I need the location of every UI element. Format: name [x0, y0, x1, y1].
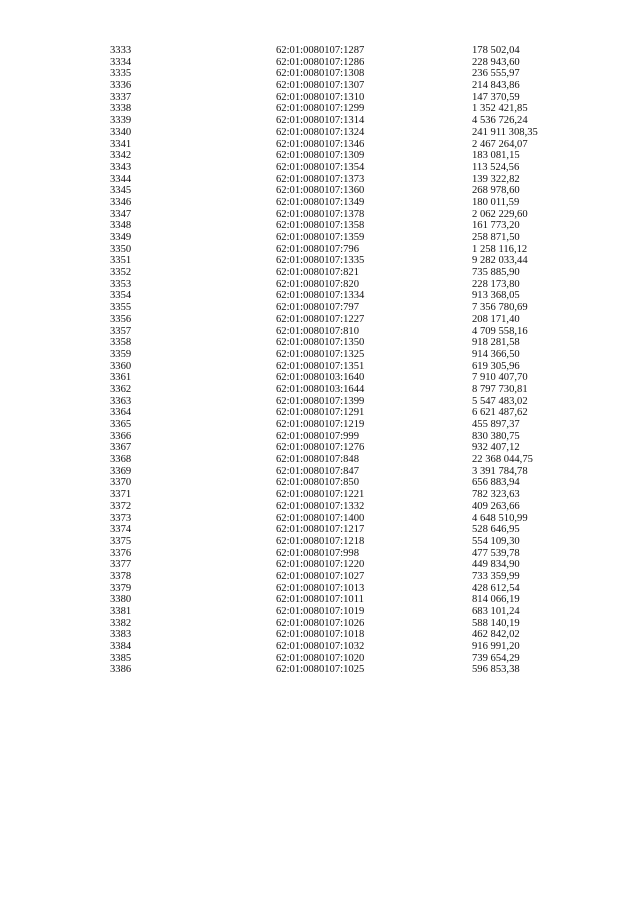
cadastral-value: 554 109,30 [472, 535, 520, 547]
cadastral-number: 62:01:0080107:1219 [276, 419, 365, 430]
table-row [0, 477, 640, 489]
table-row [0, 384, 640, 396]
cadastral-value: 22 368 044,75 [472, 454, 533, 466]
cadastral-value: 4 648 510,99 [472, 512, 528, 524]
row-number: 3334 [110, 56, 132, 68]
row-number: 3347 [110, 208, 132, 220]
cadastral-number: 62:01:0080107:1221 [276, 489, 365, 501]
cadastral-number: 62:01:0080107:1324 [276, 126, 365, 138]
cadastral-number: 62:01:0080107:1217 [276, 524, 365, 536]
row-number: 3341 [110, 138, 132, 150]
cadastral-value: 449 834,90 [472, 559, 520, 571]
table-row [0, 559, 640, 571]
table-row [0, 45, 640, 57]
row-number: 3371 [110, 489, 132, 501]
cadastral-value: 113 524,56 [472, 161, 520, 173]
row-number: 3355 [110, 302, 132, 314]
cadastral-number: 62:01:0080107:820 [276, 278, 359, 290]
cadastral-value: 528 646,95 [472, 524, 520, 536]
cadastral-value: 3 391 784,78 [472, 465, 528, 477]
cadastral-value: 914 366,50 [472, 348, 520, 360]
table-row [0, 466, 640, 478]
row-number: 3378 [110, 570, 132, 582]
table-row [0, 162, 640, 174]
row-number: 3373 [110, 512, 132, 524]
cadastral-value: 228 173,80 [472, 278, 520, 290]
row-number: 3366 [110, 430, 132, 442]
row-number: 3340 [110, 126, 132, 138]
row-number: 3350 [110, 243, 132, 255]
cadastral-value: 1 258 116,12 [472, 243, 528, 255]
cadastral-value: 596 853,38 [472, 664, 520, 676]
table-row [0, 431, 640, 443]
row-number: 3364 [110, 407, 132, 419]
cadastral-value: 2 062 229,60 [472, 208, 528, 220]
cadastral-number: 62:01:0080107:1276 [276, 442, 365, 454]
cadastral-number: 62:01:0080107:1286 [276, 56, 365, 68]
table-row [0, 349, 640, 361]
table-row [0, 68, 640, 80]
table-row [0, 653, 640, 665]
cadastral-value: 735 885,90 [472, 267, 520, 279]
cadastral-number: 62:01:0080107:1032 [276, 641, 365, 653]
row-number: 3370 [110, 477, 132, 489]
row-number: 3368 [110, 454, 132, 466]
row-number: 3337 [110, 91, 132, 103]
cadastral-value: 683 101,24 [472, 606, 520, 617]
cadastral-value: 161 773,20 [472, 220, 520, 232]
cadastral-value: 588 140,19 [472, 617, 520, 629]
row-number: 3374 [110, 524, 132, 536]
cadastral-value: 4 709 558,16 [472, 325, 528, 337]
row-number: 3365 [110, 419, 132, 430]
row-number: 3379 [110, 582, 132, 594]
row-number: 3335 [110, 68, 132, 80]
cadastral-value: 739 654,29 [472, 652, 520, 664]
table-row [0, 489, 640, 501]
row-number: 3372 [110, 500, 132, 512]
row-number: 3380 [110, 594, 132, 606]
cadastral-number: 62:01:0080107:1310 [276, 91, 365, 103]
row-number: 3353 [110, 278, 132, 290]
cadastral-number: 62:01:0080107:1309 [276, 150, 365, 162]
cadastral-number: 62:01:0080107:1299 [276, 103, 365, 115]
cadastral-number: 62:01:0080107:1351 [276, 360, 365, 372]
table-row [0, 244, 640, 256]
row-number: 3363 [110, 395, 132, 407]
cadastral-number: 62:01:0080107:1019 [276, 606, 365, 617]
cadastral-number: 62:01:0080107:1334 [276, 290, 365, 302]
table-row [0, 139, 640, 151]
row-number: 3343 [110, 161, 132, 173]
cadastral-value: 918 281,58 [472, 337, 520, 349]
row-number: 3349 [110, 232, 132, 243]
cadastral-value-table [0, 45, 640, 676]
cadastral-value: 241 911 308,35 [472, 126, 538, 138]
cadastral-value: 228 943,60 [472, 56, 520, 68]
cadastral-value: 7 356 780,69 [472, 302, 528, 314]
table-row [0, 407, 640, 419]
cadastral-number: 62:01:0080107:1400 [276, 512, 365, 524]
row-number: 3375 [110, 535, 132, 547]
cadastral-number: 62:01:0080107:1287 [276, 45, 365, 56]
cadastral-number: 62:01:0080107:1349 [276, 196, 365, 208]
table-row [0, 220, 640, 232]
table-row [0, 57, 640, 69]
row-number: 3361 [110, 372, 132, 384]
cadastral-number: 62:01:0080107:1218 [276, 535, 365, 547]
cadastral-value: 913 368,05 [472, 290, 520, 302]
cadastral-value: 619 305,96 [472, 360, 520, 372]
table-row [0, 664, 640, 676]
cadastral-value: 6 621 487,62 [472, 407, 528, 419]
table-row [0, 267, 640, 279]
table-row [0, 442, 640, 454]
table-row [0, 594, 640, 606]
cadastral-value: 428 612,54 [472, 582, 520, 594]
cadastral-number: 62:01:0080107:999 [276, 430, 359, 442]
cadastral-value: 178 502,04 [472, 45, 520, 56]
row-number: 3381 [110, 606, 132, 617]
cadastral-number: 62:01:0080107:1027 [276, 570, 365, 582]
table-row [0, 583, 640, 595]
row-number: 3377 [110, 559, 132, 571]
cadastral-value: 1 352 421,85 [472, 103, 528, 115]
cadastral-number: 62:01:0080103:1644 [276, 383, 365, 395]
cadastral-value: 733 359,99 [472, 570, 520, 582]
row-number: 3367 [110, 442, 132, 454]
cadastral-number: 62:01:0080107:1227 [276, 313, 365, 325]
row-number: 3383 [110, 629, 132, 641]
cadastral-value: 208 171,40 [472, 313, 520, 325]
table-row [0, 618, 640, 630]
table-row [0, 454, 640, 466]
cadastral-value: 180 011,59 [472, 196, 520, 208]
table-row [0, 513, 640, 525]
cadastral-value: 8 797 730,81 [472, 383, 528, 395]
cadastral-value: 916 991,20 [472, 641, 520, 653]
cadastral-value: 236 555,97 [472, 68, 520, 80]
row-number: 3336 [110, 80, 132, 92]
table-row [0, 197, 640, 209]
cadastral-number: 62:01:0080107:1291 [276, 407, 365, 419]
row-number: 3333 [110, 45, 132, 56]
row-number: 3357 [110, 325, 132, 337]
cadastral-number: 62:01:0080107:1373 [276, 173, 365, 185]
table-row [0, 255, 640, 267]
table-row [0, 571, 640, 583]
table-row [0, 115, 640, 127]
cadastral-number: 62:01:0080107:1025 [276, 664, 365, 676]
row-number: 3376 [110, 547, 132, 559]
cadastral-number: 62:01:0080107:1220 [276, 559, 365, 571]
row-number: 3384 [110, 641, 132, 653]
row-number: 3369 [110, 465, 132, 477]
cadastral-number: 62:01:0080107:1011 [276, 594, 364, 606]
row-number: 3356 [110, 313, 132, 325]
table-row [0, 396, 640, 408]
cadastral-value: 455 897,37 [472, 419, 520, 430]
cadastral-number: 62:01:0080107:1360 [276, 185, 365, 197]
table-row [0, 419, 640, 431]
cadastral-number: 62:01:0080107:821 [276, 267, 359, 279]
row-number: 3348 [110, 220, 132, 232]
table-row [0, 641, 640, 653]
table-row [0, 302, 640, 314]
row-number: 3344 [110, 173, 132, 185]
table-row [0, 279, 640, 291]
table-row [0, 80, 640, 92]
row-number: 3385 [110, 652, 132, 664]
cadastral-value: 147 370,59 [472, 91, 520, 103]
cadastral-number: 62:01:0080107:810 [276, 325, 359, 337]
cadastral-value: 814 066,19 [472, 594, 520, 606]
table-row [0, 606, 640, 618]
table-row [0, 361, 640, 373]
cadastral-value: 932 407,12 [472, 442, 520, 454]
cadastral-value: 214 843,86 [472, 80, 520, 92]
cadastral-value: 462 842,02 [472, 629, 520, 641]
table-row [0, 185, 640, 197]
cadastral-number: 62:01:0080107:1399 [276, 395, 365, 407]
cadastral-value: 258 871,50 [472, 232, 520, 243]
table-row [0, 629, 640, 641]
row-number: 3339 [110, 115, 132, 127]
cadastral-value: 9 282 033,44 [472, 255, 528, 267]
cadastral-number: 62:01:0080107:1378 [276, 208, 365, 220]
cadastral-value: 2 467 264,07 [472, 138, 528, 150]
cadastral-number: 62:01:0080107:998 [276, 547, 359, 559]
table-row [0, 174, 640, 186]
table-row [0, 290, 640, 302]
cadastral-number: 62:01:0080107:1307 [276, 80, 365, 92]
cadastral-value: 477 539,78 [472, 547, 520, 559]
row-number: 3338 [110, 103, 132, 115]
table-row [0, 103, 640, 115]
row-number: 3362 [110, 383, 132, 395]
cadastral-number: 62:01:0080107:1354 [276, 161, 365, 173]
table-row [0, 524, 640, 536]
cadastral-number: 62:01:0080107:797 [276, 302, 359, 314]
table-row [0, 209, 640, 221]
cadastral-number: 62:01:0080107:1314 [276, 115, 365, 127]
row-number: 3346 [110, 196, 132, 208]
cadastral-number: 62:01:0080107:1350 [276, 337, 365, 349]
table-row [0, 372, 640, 384]
row-number: 3345 [110, 185, 132, 197]
table-row [0, 501, 640, 513]
table-row [0, 150, 640, 162]
table-row [0, 314, 640, 326]
cadastral-value: 183 081,15 [472, 150, 520, 162]
cadastral-number: 62:01:0080107:1018 [276, 629, 365, 641]
row-number: 3351 [110, 255, 132, 267]
row-number: 3354 [110, 290, 132, 302]
cadastral-value: 7 910 407,70 [472, 372, 528, 384]
cadastral-number: 62:01:0080107:1332 [276, 500, 365, 512]
cadastral-value: 830 380,75 [472, 430, 520, 442]
cadastral-value: 4 536 726,24 [472, 115, 528, 127]
cadastral-number: 62:01:0080107:1013 [276, 582, 365, 594]
cadastral-number: 62:01:0080107:1325 [276, 348, 365, 360]
row-number: 3352 [110, 267, 132, 279]
cadastral-number: 62:01:0080103:1640 [276, 372, 365, 384]
cadastral-number: 62:01:0080107:1335 [276, 255, 365, 267]
table-row [0, 337, 640, 349]
cadastral-number: 62:01:0080107:1026 [276, 617, 365, 629]
table-row [0, 92, 640, 104]
cadastral-value: 268 978,60 [472, 185, 520, 197]
row-number: 3360 [110, 360, 132, 372]
row-number: 3359 [110, 348, 132, 360]
cadastral-value: 139 322,82 [472, 173, 520, 185]
cadastral-number: 62:01:0080107:1359 [276, 232, 365, 243]
cadastral-value: 782 323,63 [472, 489, 520, 501]
cadastral-number: 62:01:0080107:1020 [276, 652, 365, 664]
cadastral-number: 62:01:0080107:848 [276, 454, 359, 466]
row-number: 3382 [110, 617, 132, 629]
row-number: 3342 [110, 150, 132, 162]
row-number: 3358 [110, 337, 132, 349]
cadastral-number: 62:01:0080107:847 [276, 465, 359, 477]
cadastral-number: 62:01:0080107:796 [276, 243, 359, 255]
cadastral-number: 62:01:0080107:1358 [276, 220, 365, 232]
cadastral-value: 5 547 483,02 [472, 395, 528, 407]
table-row [0, 326, 640, 338]
cadastral-number: 62:01:0080107:850 [276, 477, 359, 489]
cadastral-value: 409 263,66 [472, 500, 520, 512]
table-row [0, 232, 640, 244]
cadastral-value: 656 883,94 [472, 477, 520, 489]
cadastral-number: 62:01:0080107:1346 [276, 138, 365, 150]
table-row [0, 536, 640, 548]
table-row [0, 127, 640, 139]
cadastral-number: 62:01:0080107:1308 [276, 68, 365, 80]
table-row [0, 548, 640, 560]
row-number: 3386 [110, 664, 132, 676]
